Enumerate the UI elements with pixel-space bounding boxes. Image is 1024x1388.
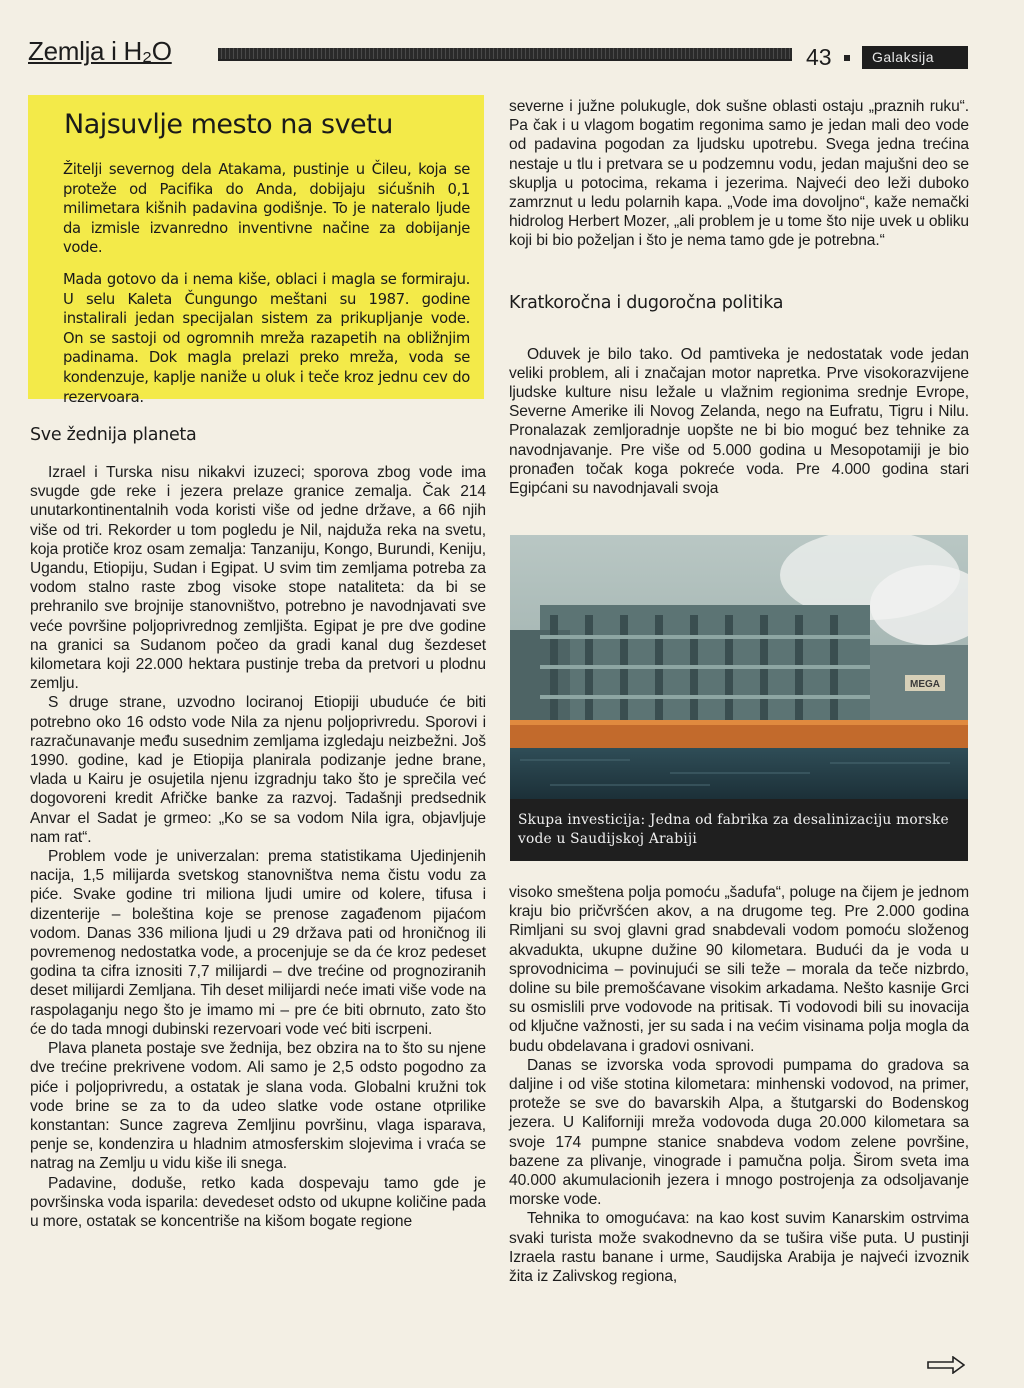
right-column-bottom [509, 883, 969, 1286]
plant-sign-text: MEGA [910, 679, 940, 690]
sidebar-box [28, 95, 484, 406]
page-number: 43 [806, 44, 832, 70]
body-paragraph: Padavine, doduše, retko kada dospevaju tamo gde je površinska voda isparila: devedeset odsto od ukupne količine pada u more, ostatak se koncentriše na kišom bogate regione [30, 1174, 486, 1230]
plant-illustration [510, 535, 968, 799]
body-paragraph: visoko smeštena polja pomoću „šadufa“, poluge na čijem je jednom kraju bio pričvršćen akov, a na drugome teg. Pre 2.000 godina Rimljani su svoj glavni grad snabdevali vodom pomoću složenog akvadukta, ukupne dužine 90 kilometara. Budući da je voda u sprovodnicima – povinujući se sili teže – morala da teče nizbrdo, doline su bile premošćavane visokim arkadama. Nešto kasnije Grci su osmislili prve vodovode na pritisak. Ti vodovodi bili su inovacija od ključne važnosti, jer su sada i na većim visinama polja mogla da budu obdelavana i gradovi osnivani. [509, 884, 969, 1055]
arrow-right-icon [927, 1356, 965, 1374]
subheading: Kratkoročna i dugoročna politika [509, 292, 784, 313]
body-paragraph: severne i južne polukugle, dok sušne oblasti ostaju „praznih ruku“. Pa čak i u vlagom bogatim regonima samo je jedan mali deo vode od padavina pogodan za ljudsku upotrebu. Svega jedna trećina nestaje u tlu i pretvara se u podzemnu vodu, jedan majušni deo se skuplja u potocima, rekama i jezerima. Najveći deo leži duboko zamrznut u ledu polarnih kapa. „Vode ima dovoljno“, kaže nemački hidrolog Herbert Mozer, „ali problem je u tome što nije uvek u obliku koji bi bio poželjan i što je nema tamo gde je potrebna.“ [509, 98, 969, 250]
header-rule [218, 48, 792, 61]
right-column-top [509, 97, 969, 498]
body-paragraph: Tehnika to omogućava: na kao kost suvim Kanarskim ostrvima svaki turista može svakodnevno da se tušira više puta. U pustinji Izraela rastu banane i urme, Saudijska Arabija je najveći izvoznik žita iz Zalivskog regiona, [509, 1210, 969, 1286]
left-column [30, 425, 486, 1231]
header-bullet-icon [844, 55, 850, 61]
caption-text: Jedna od fabrika za desalinizaciju morske vode u Saudijskoj Arabiji [518, 812, 949, 847]
body-paragraph: Oduvek je bilo tako. Od pamtiveka je nedostatak vode jedan veliki problem, ali i značajan motor napretka. Prve visokorazvijene ljudske kulture nisu ležale u vlažnim regionima srednje Evrope, Severne Amerike ili Novog Zelanda, nego na Eufratu, Tigru i Nilu. Pronalazak zemljoradnje uopšte ne bi bio moguć bez tehnike za navodnjavanje. Pre više od 5.000 godina u Mesopotamiji je bio pronađen točak koga pokreće voda. Pre 4.000 godina stari Egipćani su navodnjavali svoja [509, 345, 969, 498]
body-paragraph: Danas se izvorska voda sprovodi pumpama do gradova sa daljine i od više stotina kilometara: minhenski vodovod, na primer, proteže se sve do bavarskih Alpa, a štutgarski do Bodenskog jezera. U Kaliforniji mreža vodovoda duga 20.000 kilometara sa svoje 174 pumpne stanice snabdeva vodom zelene površine, bazene za plivanje, vinograde i pamučna polja. Širom sveta ima 40.000 akumulacionih jezera i mnogo postrojenja za odsoljavanje morske vode. [509, 1056, 969, 1209]
subheading: Sve žednija planeta [30, 425, 197, 445]
caption-lead: Skupa investicija: [518, 812, 646, 828]
photo-caption [510, 799, 968, 861]
sidebar-paragraph: Mada gotovo da i nema kiše, oblaci i magla se formiraju. U selu Kaleta Čungungo meštani su 1987. godine instalirali jedan specijalan sistem za prikupljanje vode. On se sastoji od ogromnih mreža razapetih na obližnjim padinama. Dok magla prelazi preko mreža, voda se kondenzuje, kaplje naniže u oluk i teče kroz jednu cev do rezervoara. [63, 270, 470, 406]
sidebar-paragraph: Žitelji severnog dela Atakama, pustinje u Čileu, koja se proteže od Pacifika do Anda, dobijaju sićušnih 0,1 milimetara kišnih padavina godišnje. To je nateralo ljude da izmisle izvanredno inventivne načine za dobijanje vode. [63, 161, 470, 257]
body-paragraph: S druge strane, uzvodno lociranoj Etiopiji ubuduće će biti potrebno oko 16 odsto vode Nila za njenu poljoprivredu. Sporovi i razračunavanje među susednim zemljama izgledaju neizbežni. Još 1990. godine, kad je Etiopija planirala podizanje jedne brane, vlada u Kairu je osujetila njenu izgradnju tako što je sprečila već dogovoreni kredit Afričke banke za razvoj. Tadašnji predsednik Anvar el Sadat je grmeo: „Ko se sa vodom Nila igra, objavljuje nam rat“. [30, 694, 486, 846]
body-paragraph: Problem vode je univerzalan: prema statistikama Ujedinjenih nacija, 1,5 milijarda svetskog stanovništva nema čistu vodu za piće. Svake godine tri miliona ljudi umire od kolere, tifusa i dizenterije – boleština koje se prenose zagađenom pijaćom vodom. Danas 336 miliona ljudi u 29 država pati od hroničnog ili povremenog nedostatka vode, a procenjuje se da će kroz pedeset godina ta cifra iznositi 7,7 milijardi – dve trećine od prognoziranih deset milijardi Zemljana. Tih deset milijardi neće imati više vode na raspolaganju nego što je imamo mi – pre će biti obrnuto, zato što će do tada mnogi dubinski rezervoari vode već biti iscrpeni. [30, 848, 486, 1038]
body-paragraph: Izrael i Turska nisu nikakvi izuzeci; sporova zbog vode ima svugde gde reke i jezera prelaze granice zemalja. Čak 214 unutarkontinentalnih voda koristi više od jedne države, a 66 njih više od tri. Rekorder u tom pogledu je Nil, najduža reka na svetu, koja protiče kroz osam zemalja: Tanzaniju, Kongo, Burundi, Keniju, Ugandu, Etiopiju, Sudan i Egipat. U svim tim zemljama potreba za vodom stalno raste zbog visoke stope nataliteta: da bi se prehranilo sve brojnije stanovništvo, potrebno je navodnjavati sve veće površine poljoprivrednog zemljišta. Egipat je pre dve godine na granici sa Sudanom počeo da gradi kanal dug šezdeset kilometara koji 22.000 hektara pustinje treba da pretvori u plodnu zemlju. [30, 464, 486, 693]
section-badge: Galaksija [862, 46, 968, 69]
sidebar-box-title: Najsuvlje mesto na svetu [64, 109, 393, 140]
body-paragraph: Plava planeta postaje sve žednija, bez obzira na to što su njene dve trećine prekrivene vodom. Ali samo je 2,5 odsto pogodno za piće i poljoprivredu, a ostatak je slana voda. Globalni kružni tok vode brine se za to da udeo slatke vode ostane otprilike konstantan: Sunce zagreva Zemljinu površinu, vlaga isparava, penje se, kondenzira u hladnim atmosferskim slojevima i vraća se natrag na Zemlju u vidu kiše ili snega. [30, 1040, 486, 1173]
running-title: Zemlja i H₂O [28, 36, 172, 66]
photo-desalination-plant [510, 535, 968, 799]
